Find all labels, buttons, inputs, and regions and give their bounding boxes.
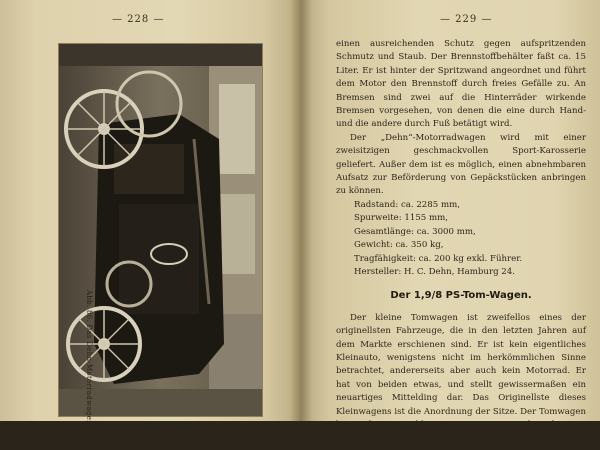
body-text [336, 38, 586, 446]
spec-line: Spurweite: 1155 mm, [354, 213, 449, 224]
section-heading: Der 1,9/8 PS-Tom-Wagen. [390, 290, 532, 302]
page-number-right: — 229 — [440, 14, 493, 25]
book-gutter [290, 0, 312, 421]
left-page [0, 0, 300, 428]
paragraph: Der „Dehn“-Motorradwagen wird mit einer zweisitzigen geschmackvollen Sport-Karosserie geliefert. Außer dem ist es möglich, einen abnehmbaren Aufsatz zur Beförderung von Gepäckstücken anbringen zu können. [336, 132, 586, 197]
spec-line: Hersteller: H. C. Dehn, Hamburg 24. [354, 266, 515, 277]
spec-line: Radstand: ca. 2285 mm, [354, 199, 460, 210]
figure-plate [58, 43, 263, 428]
figure-caption: Abb. 86. Das Dehn-Motorradwagen. [85, 290, 93, 428]
paragraph: Der kleine Tomwagen ist zweifellos eines der originellsten Fahrzeuge, die in den letzten Jahren auf dem Markte erschienen sind. Er ist kein eigentliches Kleinauto, wenigstens nicht im herkömmlichen Sinne betrachtet, andererseits aber auch kein Motorrad. Er hat von beiden etwas, und stellt gewissermaßen ein neuartiges Mittelding dar. Das Originellste dieses Kleinwagens ist die Anordnung der Sitze. Der Tomwagen besitzt keine geschlossene Karosserie, sondern diese ist in die ver- [336, 312, 586, 444]
page-number-left: — 228 — [112, 14, 165, 25]
spec-line: Gesamtlänge: ca. 3000 mm, [354, 226, 476, 237]
paragraph: einen ausreichenden Schutz gegen aufspritzenden Schmutz und Staub. Der Brennstoffbehälter faßt ca. 15 Liter. Er ist hinter der Spritzwand angeordnet und führt dem Motor den Brennstoff durch freies Gefälle zu. An Bremsen sind zwei auf die Hinterräder wirkende Bremsen vorgesehen, von denen die eine durch Hand- und die andere durch Fuß betätigt wird. [336, 39, 586, 130]
spec-line: Gewicht: ca. 350 kg, [354, 240, 444, 251]
spec-line: Tragfähigkeit: ca. 200 kg exkl. Führer. [354, 253, 523, 264]
